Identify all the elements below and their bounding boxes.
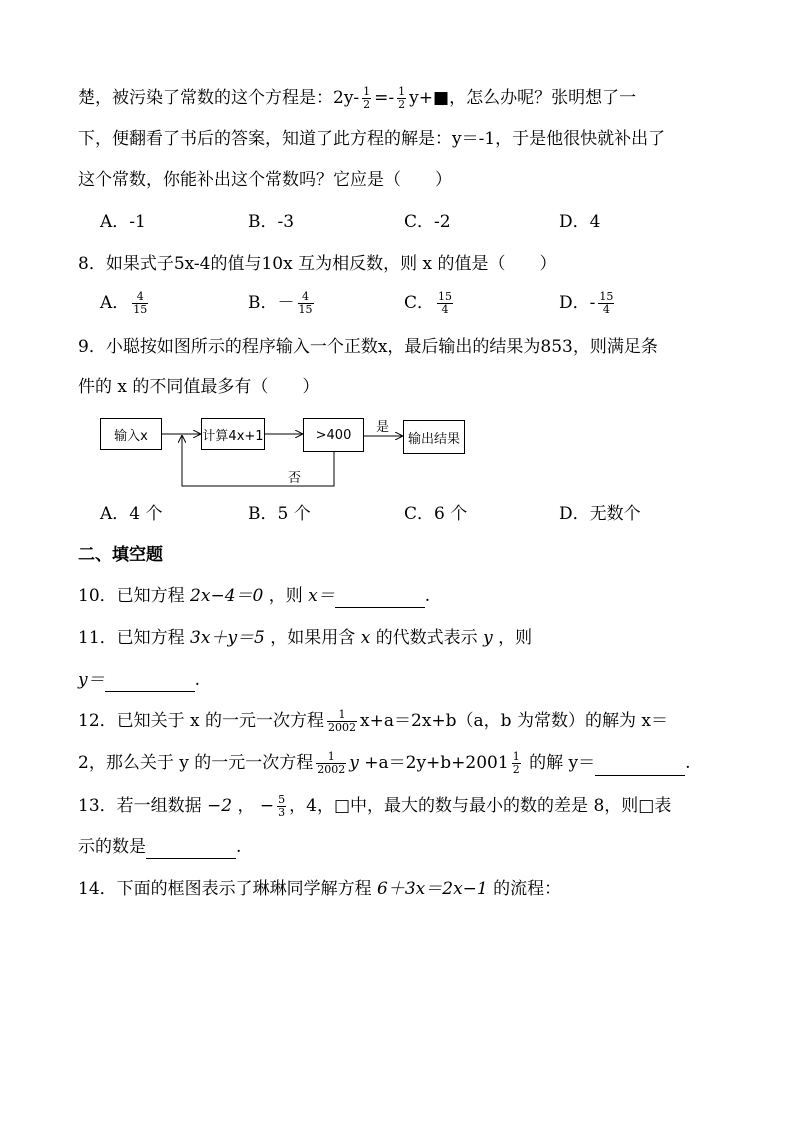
q8-option-d: D．- $\frac{15}{4}$	[559, 290, 614, 316]
q13-line2: 示的数是 .	[78, 837, 242, 857]
q8-option-b: B．－ $\frac{4}{15}$	[248, 290, 313, 316]
q12-line1: 12．已知关于 x 的一元一次方程 $\frac{1}{2002}$ x+a＝2x+b（a，b 为常数）的解为 x＝	[78, 708, 668, 734]
q11-line1: 11．已知方程 3x＋y＝5 ，如果用含 x 的代数式表示 y ，则	[78, 628, 533, 648]
q9-line2: 件的 x 的不同值最多有（ ）	[78, 377, 320, 397]
q7-option-c: C．-2	[404, 212, 451, 232]
fraction: $\frac{1}{2002}$	[317, 750, 346, 776]
q8-text: 8．如果式子5x-4的值与10x 互为相反数，则 x 的值是（ ）	[78, 254, 557, 274]
q9-option-b: B．5 个	[248, 504, 311, 524]
q9-option-c: C．6 个	[404, 504, 468, 524]
q9-line1: 9．小聪按如图所示的程序输入一个正数x，最后输出的结果为853，则满足条	[78, 337, 658, 357]
flow-arrow-loop	[182, 436, 334, 486]
answer-blank	[595, 757, 685, 776]
fraction: $\frac{4}{15}$	[298, 290, 313, 316]
flow-arrows	[0, 0, 794, 520]
q12-line2: 2，那么关于 y 的一元一次方程 $\frac{1}{2002}$ y +a＝2y+b+2001 $\frac{1}{2}$ 的解 y＝ .	[78, 750, 691, 776]
q13-line1: 13．若一组数据 −2 ， − $\frac{5}{3}$ ，4，□中，最大的数与最小的数的差是 8，则□表	[78, 793, 672, 819]
fraction: $\frac{1}{2002}$	[328, 708, 357, 734]
flow-condition-box: >400	[303, 418, 364, 452]
answer-blank	[146, 840, 236, 859]
fraction: $\frac{1}{2}$	[398, 85, 406, 111]
fraction: $\frac{15}{4}$	[599, 290, 614, 316]
flow-output-box: 输出结果	[403, 420, 465, 454]
q11-line2: y＝ .	[78, 670, 201, 690]
flow-calc-box: 计算4x+1	[201, 418, 265, 450]
q14: 14．下面的框图表示了琳琳同学解方程 6＋3x＝2x−1 的流程：	[78, 879, 562, 899]
answer-blank	[335, 589, 425, 608]
q8-option-c: C． $\frac{15}{4}$	[404, 290, 453, 316]
fraction: $\frac{4}{15}$	[133, 290, 148, 316]
flow-no-label: 否	[288, 471, 302, 486]
q7-line1: 楚，被污染了常数的这个方程是：2y- $\frac{1}{2}$ =- $\frac{1}{2}$ y+■，怎么办呢？张明想了一	[78, 85, 637, 111]
q9-option-d: D．无数个	[559, 504, 641, 524]
fraction: $\frac{15}{4}$	[438, 290, 453, 316]
fraction: $\frac{1}{2}$	[512, 750, 520, 776]
q7-option-b: B．-3	[248, 212, 295, 232]
fraction: $\frac{5}{3}$	[278, 793, 286, 819]
q8-option-a: A． $\frac{4}{15}$	[100, 290, 148, 316]
q7-option-d: D．4	[559, 212, 601, 232]
flow-yes-label: 是	[376, 420, 390, 435]
q7-option-a: A．-1	[100, 212, 146, 232]
q7-line2: 下，便翻看了书后的答案，知道了此方程的解是：y＝-1，于是他很快就补出了	[78, 129, 666, 149]
answer-blank	[105, 673, 195, 692]
q10: 10．已知方程 2x−4＝0 ，则 x＝ .	[78, 586, 431, 606]
flow-input-box: 输入x	[100, 418, 162, 450]
q9-option-a: A．4 个	[100, 504, 163, 524]
q7-line3: 这个常数，你能补出这个常数吗？它应是（ ）	[78, 170, 452, 190]
fraction: $\frac{1}{2}$	[363, 85, 371, 111]
section-title: 二、填空题	[78, 545, 163, 565]
